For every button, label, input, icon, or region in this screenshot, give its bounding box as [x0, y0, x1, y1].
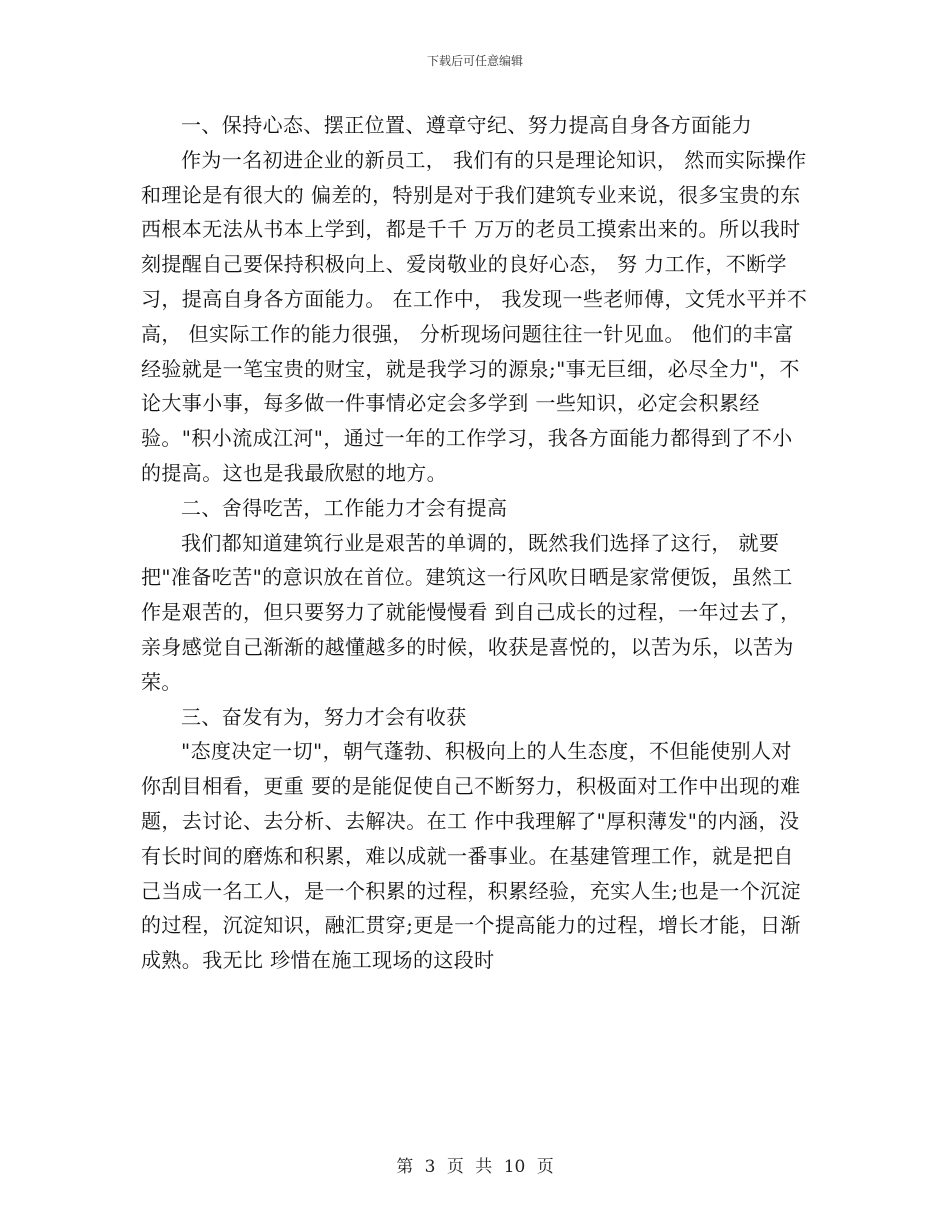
paragraph-1: 作为一名初进企业的新员工， 我们有的只是理论知识， 然而实际操作和理论是有很大的 偏差的，特别是对于我们建筑专业来说，很多宝贵的东西根本无法从书本上学到，都是千千 万万的老员工摸索出来的。所以我时刻提醒自己要保持积极向上、爱岗敬业的良好心态， 努 力工作，不断学习，提高自身各方面能力。 在工作中， 我发现一些老师傅，文凭水平并不高， 但实际工作的能力很强， 分析现场问题往往一针见血。 他们的丰富经验就是一笔宝贵的财宝，就是我学习的源泉;"事无巨细，必尽全力"，不论大事小事，每多做一件事情必定会多学到 一些知识，必定会积累经验。"积小流成江河"，通过一年的工作学习，我各方面能力都得到了不小的提高。这也是我最欣慰的地方。 — [141, 147, 808, 485]
section-heading-2: 二、舍得吃苦，工作能力才会有提高 — [181, 495, 508, 520]
section-heading-3: 三、奋发有为，努力才会有收获 — [181, 704, 467, 729]
paragraph-2: 我们都知道建筑行业是艰苦的单调的，既然我们选择了这行， 就要把"准备吃苦"的意识放在首位。建筑这一行风吹日晒是家常便饭，虽然工作是艰苦的，但只要努力了就能慢慢看 到自己成长的过程，一年过去了，亲身感觉自己渐渐的越懂越多的时候，收获是喜悦的，以苦为乐，以苦为荣。 — [141, 530, 801, 694]
paragraph-3: "态度决定一切"，朝气蓬勃、积极向上的人生态度，不但能使别人对你刮目相看，更重 要的是能促使自己不断努力，积极面对工作中出现的难题，去讨论、去分析、去解决。在工 作中我理解了"厚积薄发"的内涵，没有长时间的磨炼和积累，难以成就一番事业。在基建管理工作，就是把自己当成一名工人，是一个积累的过程，积累经验，充实人生;也是一个沉淀的过程，沉淀知识，融汇贯穿;更是一个提高能力的过程，增长才能，日渐成熟。我无比 珍惜在施工现场的这段时 — [141, 739, 801, 973]
page-header-note: 下载后可任意编辑 — [426, 54, 523, 68]
section-heading-1: 一、保持心态、摆正位置、遵章守纪、努力提高自身各方面能力 — [181, 113, 753, 137]
document-body — [141, 108, 809, 978]
page-number-footer: 第 3 页 共 10 页 — [396, 1157, 554, 1177]
